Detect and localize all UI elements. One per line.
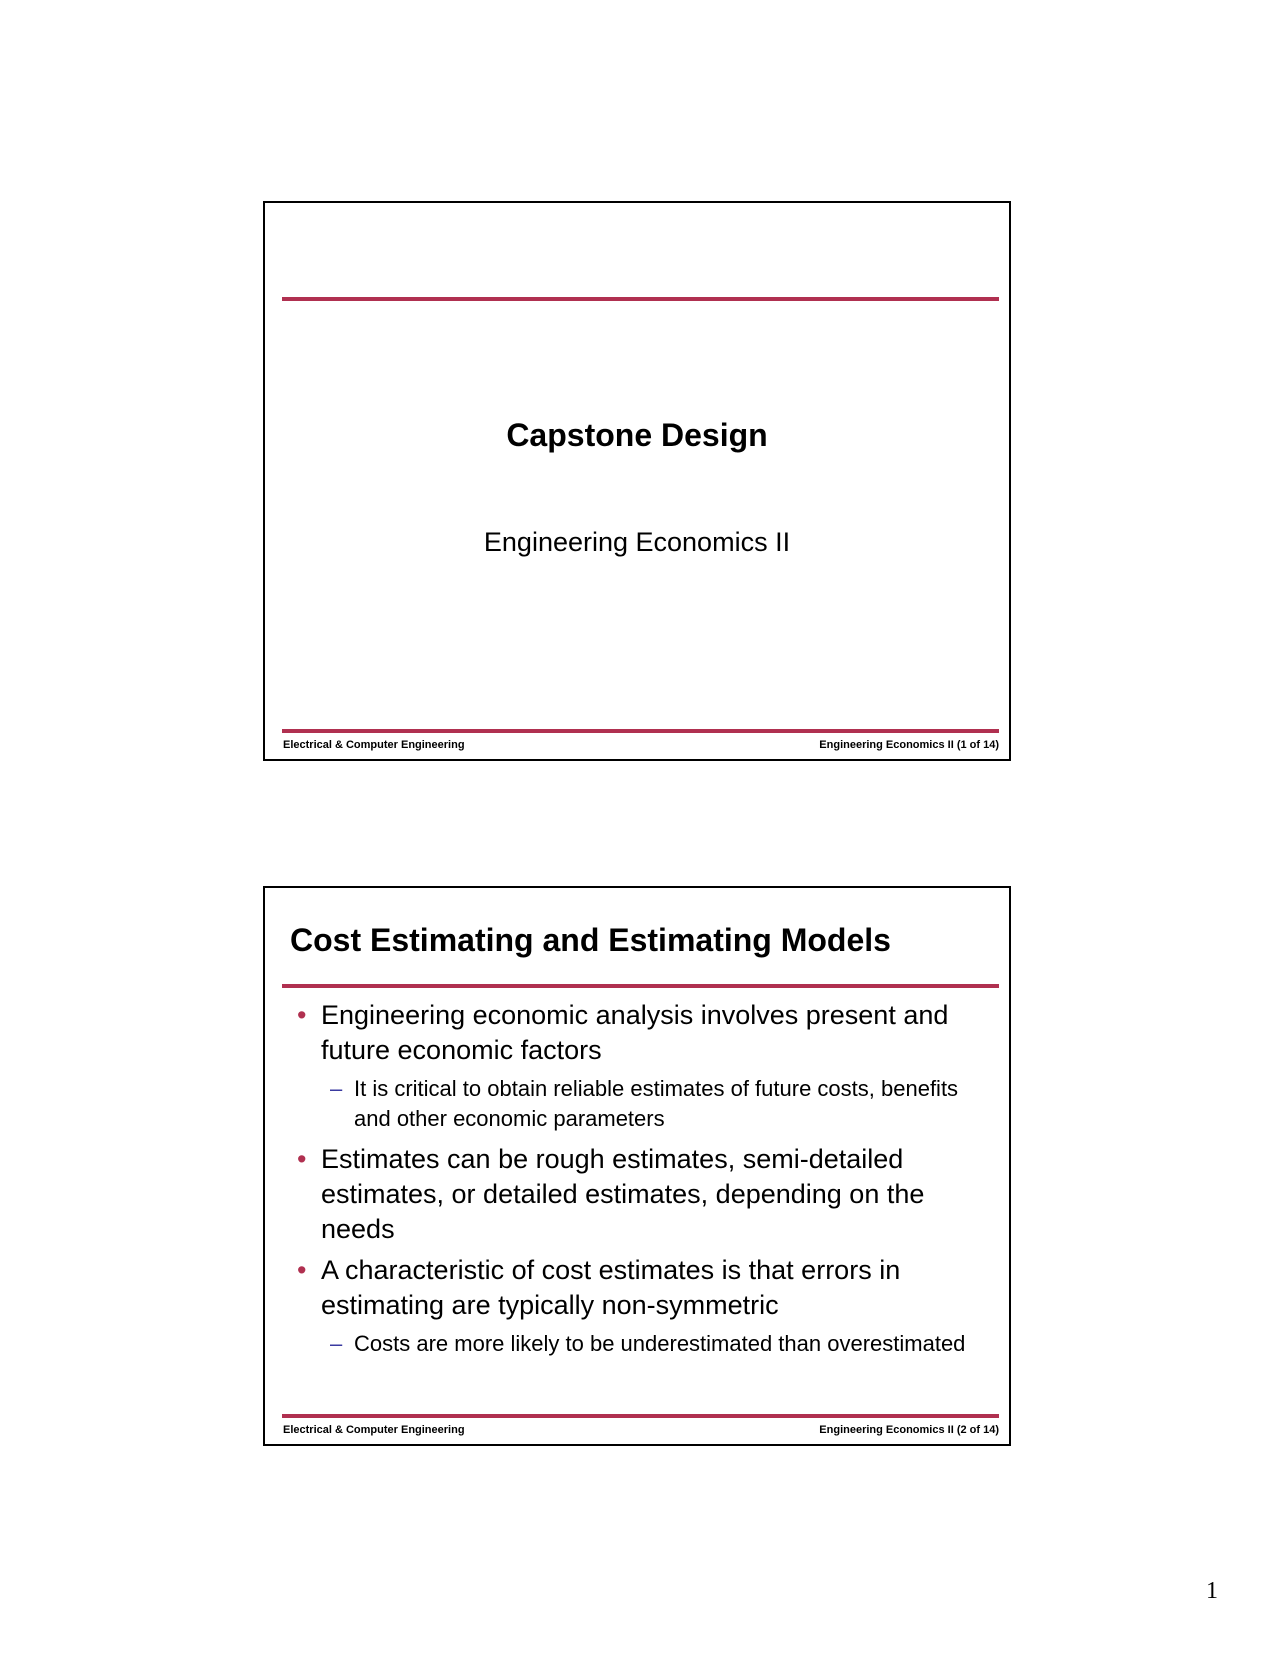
slide-heading: Cost Estimating and Estimating Models bbox=[290, 922, 891, 958]
footer-department: Electrical & Computer Engineering bbox=[283, 739, 465, 751]
sub-bullet-item bbox=[287, 1074, 987, 1134]
page-number: 1 bbox=[1206, 1578, 1218, 1604]
bullet-item bbox=[287, 1142, 987, 1247]
footer-slide-count: Engineering Economics II (2 of 14) bbox=[819, 1424, 999, 1436]
footer-accent-rule bbox=[282, 729, 999, 733]
bullet-icon: • bbox=[297, 1255, 307, 1285]
footer-department: Electrical & Computer Engineering bbox=[283, 1424, 465, 1436]
bullet-text: A characteristic of cost estimates is that errors in estimating are typically non-symmetric bbox=[321, 1255, 901, 1320]
slide-2 bbox=[263, 886, 1011, 1446]
slide-1 bbox=[263, 201, 1011, 761]
slide-title: Capstone Design bbox=[506, 417, 768, 453]
bullet-icon: • bbox=[297, 1144, 307, 1174]
dash-icon: – bbox=[330, 1331, 343, 1356]
top-accent-rule bbox=[282, 984, 999, 988]
footer-slide-count: Engineering Economics II (1 of 14) bbox=[819, 739, 999, 751]
dash-icon: – bbox=[330, 1076, 343, 1101]
sub-bullet-item bbox=[287, 1329, 987, 1359]
slide-subtitle: Engineering Economics II bbox=[483, 527, 791, 557]
bullet-item bbox=[287, 998, 987, 1068]
sub-bullet-text: Costs are more likely to be underestimated than overestimated bbox=[354, 1331, 966, 1356]
bullet-text: Estimates can be rough estimates, semi-detailed estimates, or detailed estimates, depending on the needs bbox=[321, 1144, 925, 1244]
sub-bullet-text: It is critical to obtain reliable estimates of future costs, benefits and other economic parameters bbox=[354, 1076, 959, 1131]
top-accent-rule bbox=[282, 297, 999, 301]
bullet-item bbox=[287, 1253, 987, 1323]
footer-accent-rule bbox=[282, 1414, 999, 1418]
bullet-list bbox=[287, 998, 987, 1367]
bullet-text: Engineering economic analysis involves present and future economic factors bbox=[321, 1000, 949, 1065]
bullet-icon: • bbox=[297, 1000, 307, 1030]
